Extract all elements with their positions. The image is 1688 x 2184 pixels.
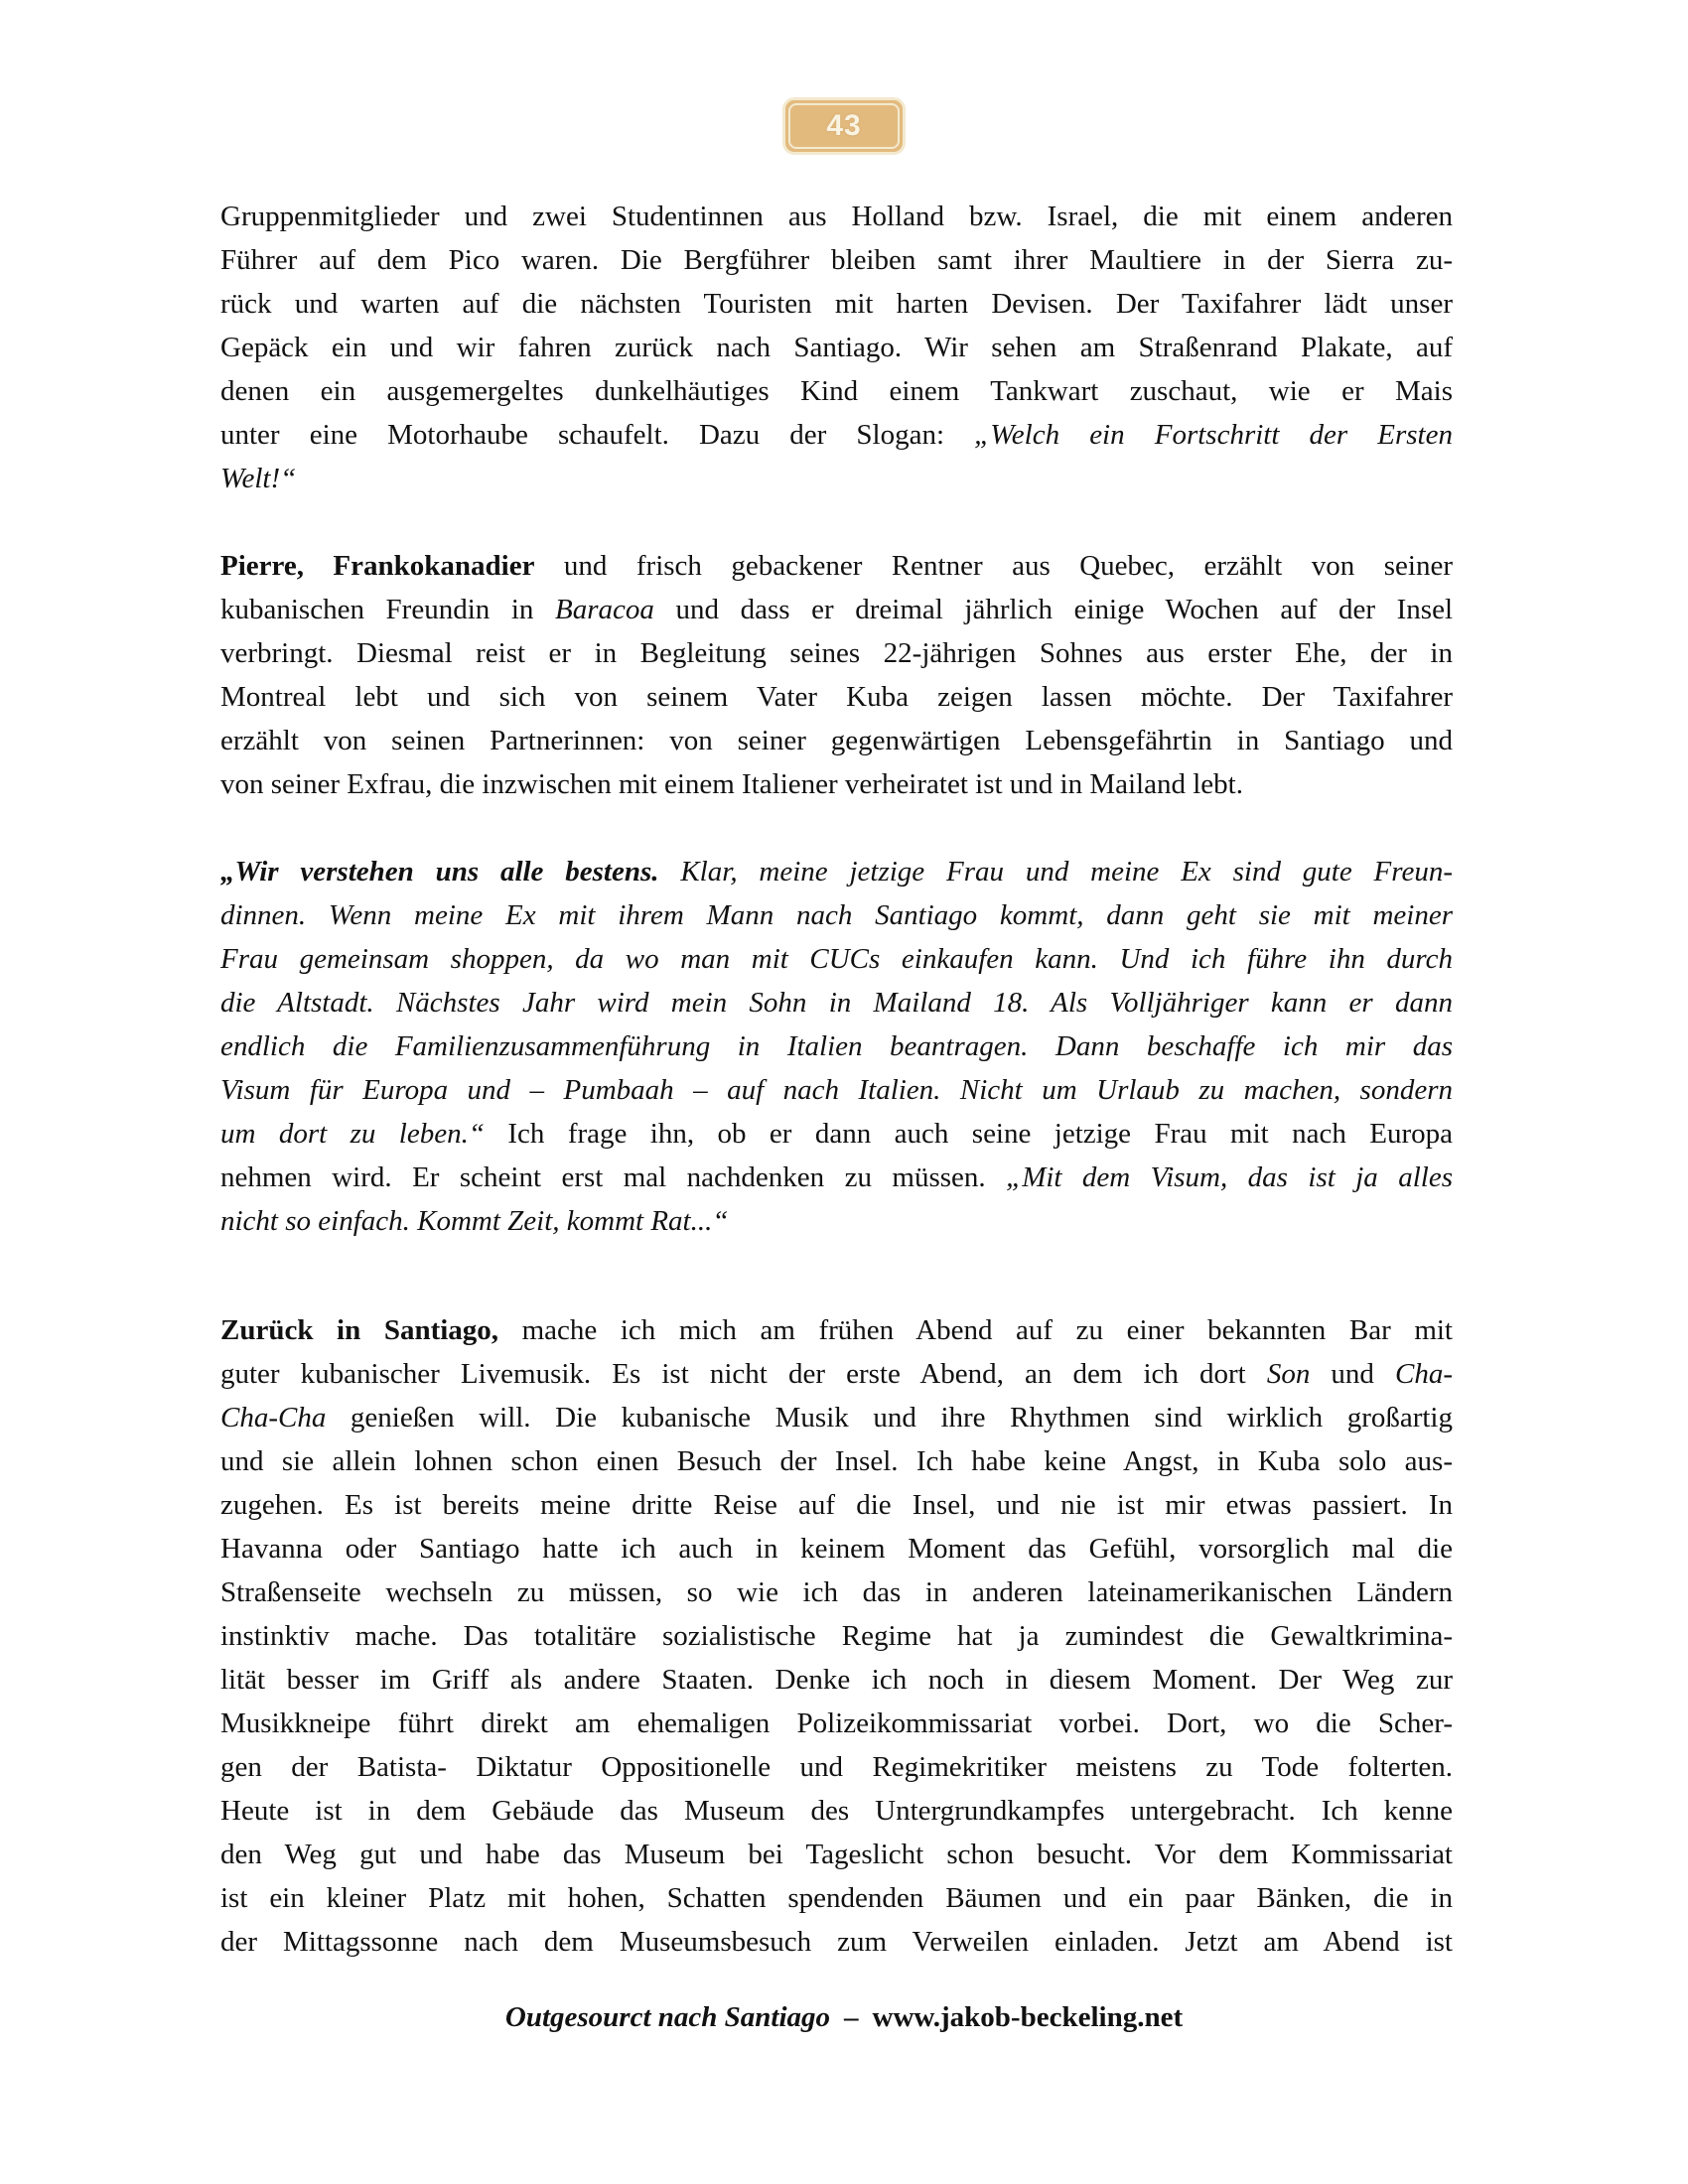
text-segment: „Mit dem Visum, das ist ja alles xyxy=(1006,1161,1453,1193)
text-segment: Pierre, Frankokanadier xyxy=(220,550,535,582)
text-segment: zugehen. Es ist bereits meine dritte Reise auf die Insel, und nie ist mir etwas passiert. In xyxy=(220,1489,1453,1521)
text-line xyxy=(220,850,1453,893)
text-line xyxy=(220,1614,1453,1658)
text-line xyxy=(220,631,1453,675)
text-segment: Frau gemeinsam shoppen, da wo man mit CUCs einkaufen kann. Und ich führe ihn durch xyxy=(220,943,1453,975)
text-segment: Welt!“ xyxy=(220,463,297,494)
text-segment: Baracoa xyxy=(555,594,654,625)
text-segment: und frisch gebackener Rentner aus Quebec, erzählt von seiner xyxy=(534,550,1453,582)
text-segment: die Altstadt. Nächstes Jahr wird mein Sohn in Mailand 18. Als Volljähriger kann er dann xyxy=(220,987,1453,1019)
page-body-text xyxy=(220,195,1453,1964)
text-segment: von seiner Exfrau, die inzwischen mit einem Italiener verheiratet ist und in Mailand lebt. xyxy=(220,768,1243,800)
text-segment: rück und warten auf die nächsten Touristen mit harten Devisen. Der Taxifahrer lädt unser xyxy=(220,288,1453,320)
text-line xyxy=(220,457,1453,500)
text-line xyxy=(220,1702,1453,1745)
text-segment: nehmen wird. Er scheint erst mal nachdenken zu müssen. xyxy=(220,1161,1007,1193)
text-line xyxy=(220,1876,1453,1920)
text-line xyxy=(220,1527,1453,1570)
text-line xyxy=(220,1068,1453,1112)
footer-separator: – xyxy=(844,2001,859,2033)
text-line xyxy=(220,762,1453,806)
text-segment: um dort zu leben.“ xyxy=(220,1118,485,1150)
page-footer xyxy=(0,1997,1688,2037)
text-segment: Führer auf dem Pico waren. Die Bergführer bleiben samt ihrer Maultiere in der Sierra zu- xyxy=(220,244,1453,276)
text-segment: den Weg gut und habe das Museum bei Tageslicht schon besucht. Vor dem Kommissariat xyxy=(220,1839,1453,1870)
text-segment: Visum für Europa und – Pumbaah – auf nach Italien. Nicht um Urlaub zu machen, sondern xyxy=(220,1074,1453,1106)
text-segment: endlich die Familienzusammenführung in Italien beantragen. Dann beschaffe ich mir das xyxy=(220,1030,1453,1062)
text-line xyxy=(220,413,1453,457)
text-line xyxy=(220,981,1453,1024)
text-segment: und xyxy=(1310,1358,1396,1390)
text-segment: denen ein ausgemergeltes dunkelhäutiges Kind einem Tankwart zuschaut, wie er Mais xyxy=(220,375,1453,407)
text-line xyxy=(220,937,1453,981)
text-segment: Heute ist in dem Gebäude das Museum des Untergrundkampfes untergebracht. Ich kenne xyxy=(220,1795,1453,1827)
text-line xyxy=(220,719,1453,762)
text-segment: genießen will. Die kubanische Musik und ihre Rhythmen sind wirklich großartig xyxy=(326,1402,1453,1433)
text-line xyxy=(220,282,1453,326)
text-line xyxy=(220,1024,1453,1068)
page-number-badge xyxy=(782,97,906,155)
text-line xyxy=(220,369,1453,413)
text-segment: Gruppenmitglieder und zwei Studentinnen aus Holland bzw. Israel, die mit einem anderen xyxy=(220,201,1453,232)
paragraph xyxy=(220,544,1453,806)
text-segment: „Welch ein Fortschritt der Ersten xyxy=(974,419,1453,451)
text-segment: erzählt von seinen Partnerinnen: von seiner gegenwärtigen Lebensgefährtin in Santiago und xyxy=(220,725,1453,756)
text-segment: unter eine Motorhaube schaufelt. Dazu der Slogan: xyxy=(220,419,975,451)
text-segment: Cha- xyxy=(1395,1358,1454,1390)
text-line xyxy=(220,1745,1453,1789)
text-line xyxy=(220,1308,1453,1352)
text-segment: Montreal lebt und sich von seinem Vater Kuba zeigen lassen möchte. Der Taxifahrer xyxy=(220,681,1453,713)
text-segment: Cha-Cha xyxy=(220,1402,327,1433)
text-segment: und dass er dreimal jährlich einige Wochen auf der Insel xyxy=(653,594,1453,625)
text-line xyxy=(220,1833,1453,1876)
text-line xyxy=(220,1112,1453,1156)
text-segment: ist ein kleiner Platz mit hohen, Schatten spendenden Bäumen und ein paar Bänken, die in xyxy=(220,1882,1453,1914)
text-line xyxy=(220,1439,1453,1483)
text-line xyxy=(220,1920,1453,1964)
text-line xyxy=(220,238,1453,282)
text-line xyxy=(220,1156,1453,1199)
text-line xyxy=(220,1352,1453,1396)
text-line xyxy=(220,1483,1453,1527)
text-segment: der Mittagssonne nach dem Museumsbesuch zum Verweilen einladen. Jetzt am Abend ist xyxy=(220,1926,1453,1958)
text-line xyxy=(220,1396,1453,1439)
text-line xyxy=(220,1789,1453,1833)
text-segment: Son xyxy=(1266,1358,1311,1390)
text-segment: Gepäck ein und wir fahren zurück nach Santiago. Wir sehen am Straßenrand Plakate, auf xyxy=(220,332,1453,363)
text-line xyxy=(220,893,1453,937)
paragraph xyxy=(220,195,1453,500)
text-segment: lität besser im Griff als andere Staaten. Denke ich noch in diesem Moment. Der Weg zur xyxy=(220,1664,1453,1696)
text-segment: und sie allein lohnen schon einen Besuch der Insel. Ich habe keine Angst, in Kuba solo aus- xyxy=(220,1445,1453,1477)
text-line xyxy=(220,588,1453,631)
text-segment: guter kubanischer Livemusik. Es ist nicht der erste Abend, an dem ich dort xyxy=(220,1358,1267,1390)
paragraph xyxy=(220,1308,1453,1964)
text-segment: nicht so einfach. Kommt Zeit, kommt Rat...“ xyxy=(220,1205,729,1237)
text-line xyxy=(220,326,1453,369)
footer-website: www.jakob-beckeling.net xyxy=(872,2001,1184,2033)
text-segment: Ich frage ihn, ob er dann auch seine jetzige Frau mit nach Europa xyxy=(484,1118,1454,1150)
text-segment: gen der Batista- Diktatur Oppositionelle und Regimekritiker meistens zu Tode folterten. xyxy=(220,1751,1453,1783)
text-line xyxy=(220,1570,1453,1614)
text-segment: Straßenseite wechseln zu müssen, so wie ich das in anderen lateinamerikanischen Ländern xyxy=(220,1576,1453,1608)
text-line xyxy=(220,675,1453,719)
text-segment: kubanischen Freundin in xyxy=(220,594,556,625)
text-segment: dinnen. Wenn meine Ex mit ihrem Mann nach Santiago kommt, dann geht sie mit meiner xyxy=(220,899,1453,931)
text-line xyxy=(220,1199,1453,1243)
text-line xyxy=(220,1658,1453,1702)
text-line xyxy=(220,544,1453,588)
text-segment: „Wir verstehen uns alle bestens. xyxy=(220,856,659,887)
text-segment: instinktiv mache. Das totalitäre sozialistische Regime hat ja zumindest die Gewaltkrimina- xyxy=(220,1620,1453,1652)
paragraph xyxy=(220,850,1453,1243)
text-segment: Zurück in Santiago, xyxy=(220,1314,499,1346)
text-line xyxy=(220,195,1453,238)
page-number: 43 xyxy=(826,109,862,142)
text-segment: verbringt. Diesmal reist er in Begleitung seines 22-jährigen Sohnes aus erster Ehe, der in xyxy=(220,637,1453,669)
text-segment: Klar, meine jetzige Frau und meine Ex sind gute Freun- xyxy=(658,856,1454,887)
text-segment: Musikkneipe führt direkt am ehemaligen Polizeikommissariat vorbei. Dort, wo die Scher- xyxy=(220,1707,1453,1739)
text-segment: Havanna oder Santiago hatte ich auch in keinem Moment das Gefühl, vorsorglich mal die xyxy=(220,1533,1453,1565)
footer-book-title: Outgesourct nach Santiago xyxy=(504,2001,831,2033)
text-segment: mache ich mich am frühen Abend auf zu einer bekannten Bar mit xyxy=(498,1314,1453,1346)
